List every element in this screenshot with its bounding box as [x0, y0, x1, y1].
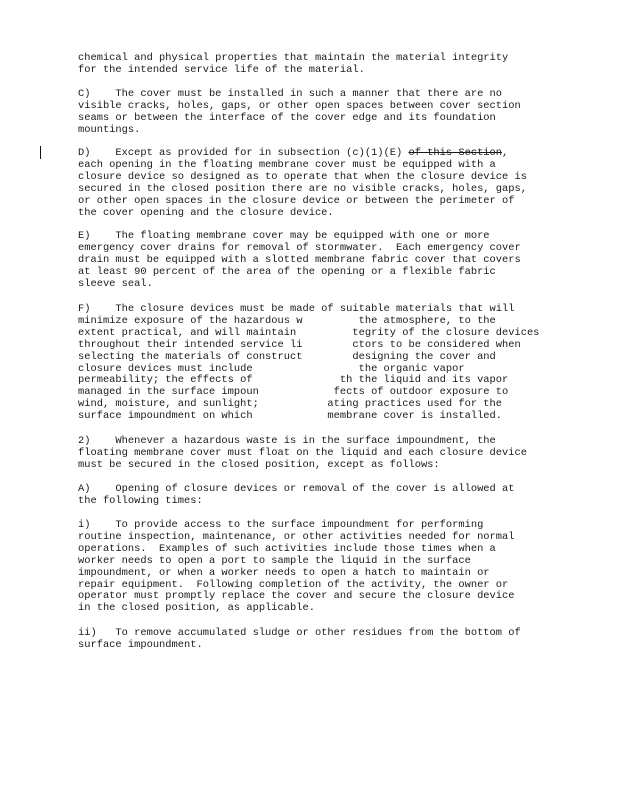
paragraph-2: 2) Whenever a hazardous waste is in the surface impoundment, the floating membrane cover must float on the liquid and each closure device must be secured in the closed position, except as follows:	[78, 435, 527, 471]
paragraph-c: C) The cover must be installed in such a manner that there are no visible cracks, holes, gaps, or other open spaces between cover section seams or between the interface of the cover edge and its foundation mountings.	[78, 88, 521, 136]
revision-bar	[40, 146, 41, 159]
paragraph-d	[78, 148, 540, 219]
paragraph-d-rest: , each opening in the floating membrane cover must be equipped with a closure device so designed as to operate that when the closure device is secured in the closed position there are no visible cracks, holes, gaps, or other open spaces in the closure device or between the perimeter of the cover opening and the closure device.	[78, 147, 527, 219]
paragraph-continuation: chemical and physical properties that maintain the material integrity for the intended service life of the material.	[78, 52, 509, 76]
paragraph-i: i) To provide access to the surface impoundment for performing routine inspection, maintenance, or other activities needed for normal operations. Examples of such activities include those times when a worker needs to open a port to sample the liquid in the surface impoundment, or when a worker needs to open a hatch to maintain or repair equipment. Following completion of the activity, the owner or operator must promptly replace the cover and secure the closure device in the closed position, as applicable.	[78, 519, 515, 615]
paragraph-d-lead: D) Except as provided for in subsection (c)(1)(E)	[78, 147, 409, 159]
paragraph-a: A) Opening of closure devices or removal of the cover is allowed at the following times:	[78, 483, 515, 507]
struck-text: of this Section	[408, 147, 503, 159]
paragraph-e: E) The floating membrane cover may be equipped with one or more emergency cover drains for removal of stormwater. Each emergency cover drain must be equipped with a slotted membrane fabric cover that covers at least 90 percent of the area of the opening or a flexible fabric sleeve seal.	[78, 230, 521, 290]
paragraph-f: F) The closure devices must be made of suitable materials that will minimize exposure of the hazardous w the atmosphere, to the extent practical, and will maintain tegrity of the closure devices throughout their intended service li ctors to be considered when selecting the materials of construct designing the cover and closure devices must include the organic vapor permeability; the effects of th the liquid and its vapor managed in the surface impoun fects of outdoor exposure to wind, moisture, and sunlight; ating practices used for the surface impoundment on which membrane cover is installed.	[78, 303, 540, 423]
paragraph-ii: ii) To remove accumulated sludge or other residues from the bottom of surface impoundment.	[78, 627, 521, 651]
